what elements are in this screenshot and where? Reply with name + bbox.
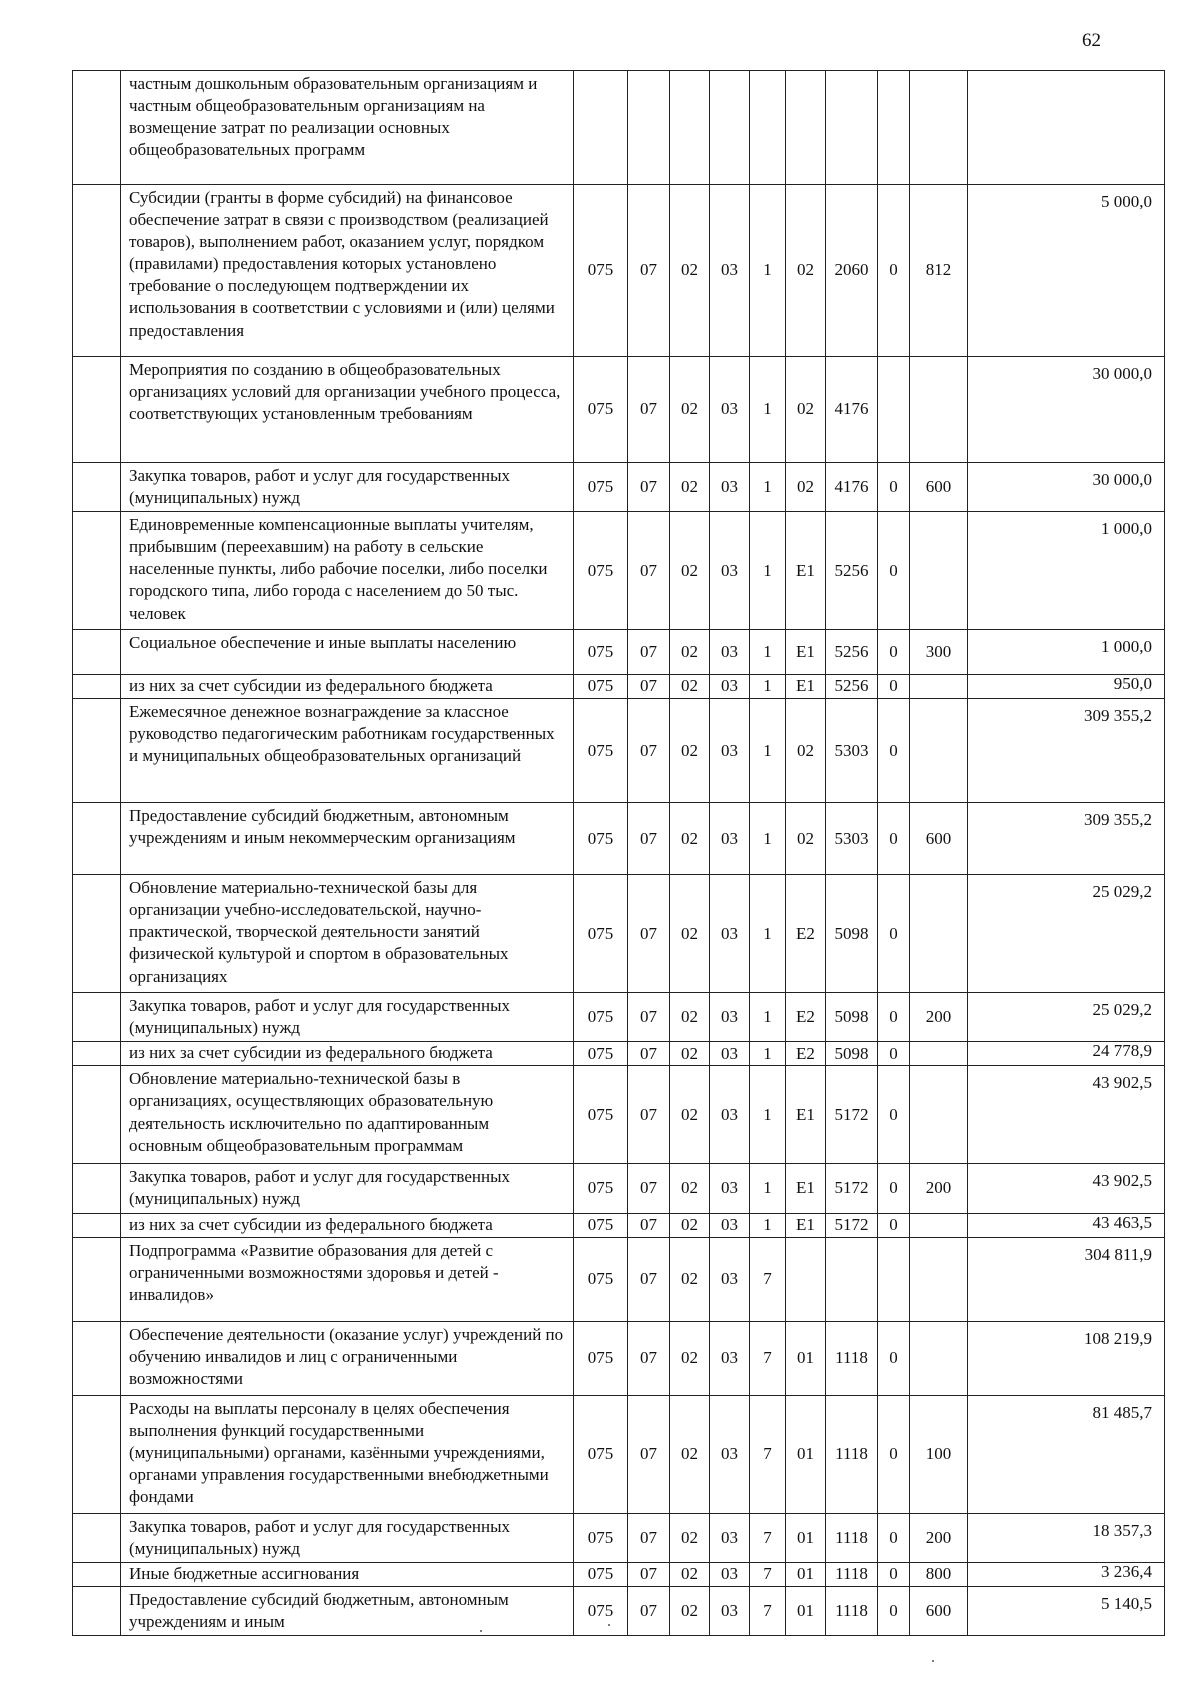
subsection-code: 02 — [670, 1395, 710, 1513]
program-code: 03 — [710, 1066, 750, 1164]
expense-type-code: 812 — [910, 185, 968, 357]
ministry-code: 075 — [574, 1562, 628, 1586]
table-row — [73, 993, 1165, 1042]
subsection-code: 02 — [670, 357, 710, 463]
section-code: 07 — [628, 512, 670, 630]
direction-code: 1118 — [826, 1321, 878, 1395]
subsection-code: 02 — [670, 875, 710, 993]
table-row — [73, 630, 1165, 675]
program-code: 03 — [710, 1395, 750, 1513]
event-code: E1 — [786, 1213, 826, 1237]
amount: 30 000,0 — [968, 463, 1165, 512]
subsection-code: 02 — [670, 993, 710, 1042]
amount: 25 029,2 — [968, 993, 1165, 1042]
target-code: 0 — [878, 1066, 910, 1164]
subprogram-code — [750, 71, 786, 185]
table-row — [73, 185, 1165, 357]
expense-type-code: 600 — [910, 463, 968, 512]
event-code: E1 — [786, 1164, 826, 1213]
table-row — [73, 1395, 1165, 1513]
table-row — [73, 1513, 1165, 1562]
table-row — [73, 1042, 1165, 1066]
table-row — [73, 71, 1165, 185]
direction-code: 4176 — [826, 463, 878, 512]
subprogram-code: 1 — [750, 993, 786, 1042]
section-code: 07 — [628, 357, 670, 463]
program-code: 03 — [710, 675, 750, 699]
subprogram-code: 1 — [750, 875, 786, 993]
row-number-cell — [73, 357, 121, 463]
subsection-code: 02 — [670, 1562, 710, 1586]
amount: 1 000,0 — [968, 512, 1165, 630]
subsection-code: 02 — [670, 512, 710, 630]
amount: 309 355,2 — [968, 803, 1165, 875]
item-name: Предоставление субсидий бюджетным, автономным учреждениям и иным некоммерческим организациям — [121, 803, 574, 875]
subsection-code: 02 — [670, 1066, 710, 1164]
table-body — [73, 71, 1165, 1636]
amount: 5 000,0 — [968, 185, 1165, 357]
expense-type-code — [910, 357, 968, 463]
amount: 5 140,5 — [968, 1586, 1165, 1635]
event-code: E2 — [786, 993, 826, 1042]
item-name: Мероприятия по созданию в общеобразовательных организациях условий для организации учебного процесса, соответствующих установленным требованиям — [121, 357, 574, 463]
subprogram-code: 7 — [750, 1586, 786, 1635]
ministry-code: 075 — [574, 357, 628, 463]
event-code: 01 — [786, 1586, 826, 1635]
target-code: 0 — [878, 630, 910, 675]
table-row — [73, 699, 1165, 803]
subprogram-code: 1 — [750, 630, 786, 675]
table-row — [73, 1562, 1165, 1586]
amount: 304 811,9 — [968, 1237, 1165, 1321]
expense-type-code: 300 — [910, 630, 968, 675]
row-number-cell — [73, 1164, 121, 1213]
direction-code: 4176 — [826, 357, 878, 463]
row-number-cell — [73, 1042, 121, 1066]
program-code: 03 — [710, 993, 750, 1042]
row-number-cell — [73, 803, 121, 875]
program-code — [710, 71, 750, 185]
subprogram-code: 1 — [750, 357, 786, 463]
subprogram-code: 1 — [750, 512, 786, 630]
event-code: E1 — [786, 675, 826, 699]
section-code: 07 — [628, 675, 670, 699]
item-name: Обновление материально-технической базы в организациях, осуществляющих образовательную деятельность исключительно по адаптированным основным общеобразовательным программам — [121, 1066, 574, 1164]
amount — [968, 71, 1165, 185]
section-code: 07 — [628, 1321, 670, 1395]
section-code: 07 — [628, 993, 670, 1042]
ministry-code: 075 — [574, 185, 628, 357]
target-code: 0 — [878, 1513, 910, 1562]
row-number-cell — [73, 1586, 121, 1635]
amount: 950,0 — [968, 675, 1165, 699]
section-code: 07 — [628, 463, 670, 512]
section-code: 07 — [628, 1066, 670, 1164]
program-code: 03 — [710, 875, 750, 993]
item-name: Закупка товаров, работ и услуг для государственных (муниципальных) нужд — [121, 463, 574, 512]
target-code: 0 — [878, 1164, 910, 1213]
subprogram-code: 7 — [750, 1395, 786, 1513]
item-name: Социальное обеспечение и иные выплаты населению — [121, 630, 574, 675]
direction-code: 5172 — [826, 1066, 878, 1164]
amount: 1 000,0 — [968, 630, 1165, 675]
program-code: 03 — [710, 463, 750, 512]
table-row — [73, 803, 1165, 875]
target-code: 0 — [878, 1213, 910, 1237]
subsection-code: 02 — [670, 1586, 710, 1635]
direction-code: 1118 — [826, 1586, 878, 1635]
program-code: 03 — [710, 1237, 750, 1321]
ministry-code: 075 — [574, 875, 628, 993]
item-name: Подпрограмма «Развитие образования для детей с ограниченными возможностями здоровья и детей - инвалидов» — [121, 1237, 574, 1321]
expense-type-code — [910, 512, 968, 630]
row-number-cell — [73, 463, 121, 512]
expense-type-code: 200 — [910, 1164, 968, 1213]
section-code: 07 — [628, 1164, 670, 1213]
table-row — [73, 357, 1165, 463]
expense-type-code — [910, 1042, 968, 1066]
item-name: Иные бюджетные ассигнования — [121, 1562, 574, 1586]
table-row — [73, 1164, 1165, 1213]
direction-code: 5098 — [826, 1042, 878, 1066]
ministry-code: 075 — [574, 1321, 628, 1395]
target-code: 0 — [878, 185, 910, 357]
subsection-code — [670, 71, 710, 185]
item-name: Закупка товаров, работ и услуг для государственных (муниципальных) нужд — [121, 993, 574, 1042]
target-code: 0 — [878, 803, 910, 875]
event-code: 02 — [786, 803, 826, 875]
section-code: 07 — [628, 1213, 670, 1237]
event-code: E1 — [786, 1066, 826, 1164]
subprogram-code: 1 — [750, 463, 786, 512]
row-number-cell — [73, 71, 121, 185]
subprogram-code: 1 — [750, 803, 786, 875]
expense-type-code — [910, 699, 968, 803]
target-code: 0 — [878, 699, 910, 803]
row-number-cell — [73, 512, 121, 630]
target-code: 0 — [878, 675, 910, 699]
subsection-code: 02 — [670, 1237, 710, 1321]
direction-code: 2060 — [826, 185, 878, 357]
table-row — [73, 675, 1165, 699]
direction-code: 5172 — [826, 1164, 878, 1213]
direction-code: 5256 — [826, 630, 878, 675]
section-code — [628, 71, 670, 185]
subsection-code: 02 — [670, 1513, 710, 1562]
target-code: 0 — [878, 512, 910, 630]
table-row — [73, 1237, 1165, 1321]
section-code: 07 — [628, 1586, 670, 1635]
program-code: 03 — [710, 1321, 750, 1395]
subsection-code: 02 — [670, 675, 710, 699]
direction-code: 5098 — [826, 875, 878, 993]
expense-type-code: 800 — [910, 1562, 968, 1586]
item-name: из них за счет субсидии из федерального бюджета — [121, 1213, 574, 1237]
expense-type-code — [910, 1321, 968, 1395]
program-code: 03 — [710, 512, 750, 630]
row-number-cell — [73, 1066, 121, 1164]
page-number: 62 — [1082, 30, 1101, 51]
section-code: 07 — [628, 803, 670, 875]
target-code: 0 — [878, 1321, 910, 1395]
target-code: 0 — [878, 1042, 910, 1066]
table-row — [73, 463, 1165, 512]
target-code: 0 — [878, 1395, 910, 1513]
subsection-code: 02 — [670, 185, 710, 357]
item-name: частным дошкольным образовательным организациям и частным общеобразовательным организациям на возмещение затрат по реализации основных общеобразовательных программ — [121, 71, 574, 185]
subprogram-code: 1 — [750, 1164, 786, 1213]
item-name: Ежемесячное денежное вознаграждение за классное руководство педагогическим работникам государственных и муниципальных общеобразовательных организаций — [121, 699, 574, 803]
program-code: 03 — [710, 1562, 750, 1586]
row-number-cell — [73, 185, 121, 357]
subsection-code: 02 — [670, 630, 710, 675]
section-code: 07 — [628, 699, 670, 803]
row-number-cell — [73, 699, 121, 803]
row-number-cell — [73, 1321, 121, 1395]
amount: 81 485,7 — [968, 1395, 1165, 1513]
program-code: 03 — [710, 185, 750, 357]
item-name: Закупка товаров, работ и услуг для государственных (муниципальных) нужд — [121, 1164, 574, 1213]
subprogram-code: 1 — [750, 185, 786, 357]
row-number-cell — [73, 1395, 121, 1513]
item-name: Единовременные компенсационные выплаты учителям, прибывшим (переехавшим) на работу в сельские населенные пункты, либо рабочие поселки, либо поселки городского типа, либо города с населением до 50 тыс. человек — [121, 512, 574, 630]
target-code: 0 — [878, 1586, 910, 1635]
scan-speck — [608, 1624, 610, 1626]
item-name: Обновление материально-технической базы для организации учебно-исследовательской, научно-практической, творческой деятельности занятий физической культурой и спортом в образовательных организациях — [121, 875, 574, 993]
section-code: 07 — [628, 1513, 670, 1562]
amount: 108 219,9 — [968, 1321, 1165, 1395]
subsection-code: 02 — [670, 803, 710, 875]
program-code: 03 — [710, 803, 750, 875]
amount: 30 000,0 — [968, 357, 1165, 463]
event-code: 01 — [786, 1513, 826, 1562]
expense-type-code — [910, 1213, 968, 1237]
event-code — [786, 71, 826, 185]
amount: 309 355,2 — [968, 699, 1165, 803]
expense-type-code: 600 — [910, 803, 968, 875]
section-code: 07 — [628, 1562, 670, 1586]
item-name: Обеспечение деятельности (оказание услуг) учреждений по обучению инвалидов и лиц с ограниченными возможностями — [121, 1321, 574, 1395]
target-code: 0 — [878, 993, 910, 1042]
expense-type-code: 200 — [910, 993, 968, 1042]
section-code: 07 — [628, 1042, 670, 1066]
program-code: 03 — [710, 1213, 750, 1237]
target-code — [878, 1237, 910, 1321]
ministry-code: 075 — [574, 1164, 628, 1213]
event-code: E2 — [786, 1042, 826, 1066]
expense-type-code — [910, 1066, 968, 1164]
direction-code: 5098 — [826, 993, 878, 1042]
direction-code: 1118 — [826, 1513, 878, 1562]
target-code: 0 — [878, 1562, 910, 1586]
row-number-cell — [73, 630, 121, 675]
ministry-code: 075 — [574, 512, 628, 630]
subsection-code: 02 — [670, 1321, 710, 1395]
amount: 43 463,5 — [968, 1213, 1165, 1237]
event-code: 02 — [786, 699, 826, 803]
event-code: 02 — [786, 357, 826, 463]
table-row — [73, 875, 1165, 993]
event-code: 01 — [786, 1395, 826, 1513]
expense-type-code — [910, 71, 968, 185]
target-code: 0 — [878, 463, 910, 512]
subsection-code: 02 — [670, 1164, 710, 1213]
expense-type-code — [910, 875, 968, 993]
direction-code: 5256 — [826, 512, 878, 630]
amount: 43 902,5 — [968, 1164, 1165, 1213]
direction-code: 5256 — [826, 675, 878, 699]
program-code: 03 — [710, 1042, 750, 1066]
program-code: 03 — [710, 1586, 750, 1635]
subprogram-code: 1 — [750, 675, 786, 699]
item-name: Закупка товаров, работ и услуг для государственных (муниципальных) нужд — [121, 1513, 574, 1562]
target-code — [878, 357, 910, 463]
item-name: Субсидии (гранты в форме субсидий) на финансовое обеспечение затрат в связи с производством (реализацией товаров), выполнением работ, оказанием услуг, порядком (правилами) предоставления которых установлено требование о последующем подтверждении их использования в соответствии с условиями и (или) целями предоставления — [121, 185, 574, 357]
row-number-cell — [73, 1513, 121, 1562]
amount: 43 902,5 — [968, 1066, 1165, 1164]
subprogram-code: 1 — [750, 1042, 786, 1066]
subprogram-code: 1 — [750, 1213, 786, 1237]
scan-speck — [932, 1660, 934, 1662]
table-row — [73, 1213, 1165, 1237]
section-code: 07 — [628, 185, 670, 357]
direction-code: 5172 — [826, 1213, 878, 1237]
expense-type-code — [910, 675, 968, 699]
ministry-code: 075 — [574, 1213, 628, 1237]
table-row — [73, 1066, 1165, 1164]
direction-code: 5303 — [826, 803, 878, 875]
program-code: 03 — [710, 630, 750, 675]
event-code — [786, 1237, 826, 1321]
table-row — [73, 1586, 1165, 1635]
subsection-code: 02 — [670, 699, 710, 803]
subprogram-code: 7 — [750, 1237, 786, 1321]
row-number-cell — [73, 675, 121, 699]
item-name: Предоставление субсидий бюджетным, автономным учреждениям и иным — [121, 1586, 574, 1635]
item-name: Расходы на выплаты персоналу в целях обеспечения выполнения функций государственными (муниципальными) органами, казёнными учреждениями, органами управления государственными внебюджетными фондами — [121, 1395, 574, 1513]
ministry-code — [574, 71, 628, 185]
item-name: из них за счет субсидии из федерального бюджета — [121, 675, 574, 699]
direction-code: 1118 — [826, 1395, 878, 1513]
scan-speck — [480, 1630, 482, 1632]
subprogram-code: 7 — [750, 1513, 786, 1562]
event-code: E1 — [786, 512, 826, 630]
event-code: 02 — [786, 463, 826, 512]
ministry-code: 075 — [574, 993, 628, 1042]
target-code: 0 — [878, 875, 910, 993]
subprogram-code: 7 — [750, 1562, 786, 1586]
direction-code: 5303 — [826, 699, 878, 803]
subprogram-code: 1 — [750, 1066, 786, 1164]
section-code: 07 — [628, 630, 670, 675]
row-number-cell — [73, 1213, 121, 1237]
ministry-code: 075 — [574, 1513, 628, 1562]
ministry-code: 075 — [574, 1237, 628, 1321]
ministry-code: 075 — [574, 803, 628, 875]
row-number-cell — [73, 993, 121, 1042]
section-code: 07 — [628, 875, 670, 993]
expense-type-code: 200 — [910, 1513, 968, 1562]
section-code: 07 — [628, 1395, 670, 1513]
event-code: 01 — [786, 1321, 826, 1395]
program-code: 03 — [710, 1164, 750, 1213]
row-number-cell — [73, 1562, 121, 1586]
ministry-code: 075 — [574, 1042, 628, 1066]
target-code — [878, 71, 910, 185]
expense-type-code: 100 — [910, 1395, 968, 1513]
subsection-code: 02 — [670, 463, 710, 512]
event-code: 02 — [786, 185, 826, 357]
program-code: 03 — [710, 357, 750, 463]
table-row — [73, 1321, 1165, 1395]
item-name: из них за счет субсидии из федерального бюджета — [121, 1042, 574, 1066]
direction-code — [826, 1237, 878, 1321]
amount: 18 357,3 — [968, 1513, 1165, 1562]
expense-type-code — [910, 1237, 968, 1321]
subprogram-code: 7 — [750, 1321, 786, 1395]
event-code: E1 — [786, 630, 826, 675]
amount: 24 778,9 — [968, 1042, 1165, 1066]
program-code: 03 — [710, 699, 750, 803]
amount: 3 236,4 — [968, 1562, 1165, 1586]
subsection-code: 02 — [670, 1042, 710, 1066]
subprogram-code: 1 — [750, 699, 786, 803]
expense-type-code: 600 — [910, 1586, 968, 1635]
event-code: 01 — [786, 1562, 826, 1586]
direction-code — [826, 71, 878, 185]
section-code: 07 — [628, 1237, 670, 1321]
event-code: E2 — [786, 875, 826, 993]
amount: 25 029,2 — [968, 875, 1165, 993]
direction-code: 1118 — [826, 1562, 878, 1586]
ministry-code: 075 — [574, 675, 628, 699]
ministry-code: 075 — [574, 463, 628, 512]
ministry-code: 075 — [574, 1066, 628, 1164]
table-row — [73, 512, 1165, 630]
row-number-cell — [73, 1237, 121, 1321]
budget-table — [72, 70, 1165, 1636]
ministry-code: 075 — [574, 1586, 628, 1635]
subsection-code: 02 — [670, 1213, 710, 1237]
row-number-cell — [73, 875, 121, 993]
ministry-code: 075 — [574, 1395, 628, 1513]
ministry-code: 075 — [574, 699, 628, 803]
ministry-code: 075 — [574, 630, 628, 675]
program-code: 03 — [710, 1513, 750, 1562]
